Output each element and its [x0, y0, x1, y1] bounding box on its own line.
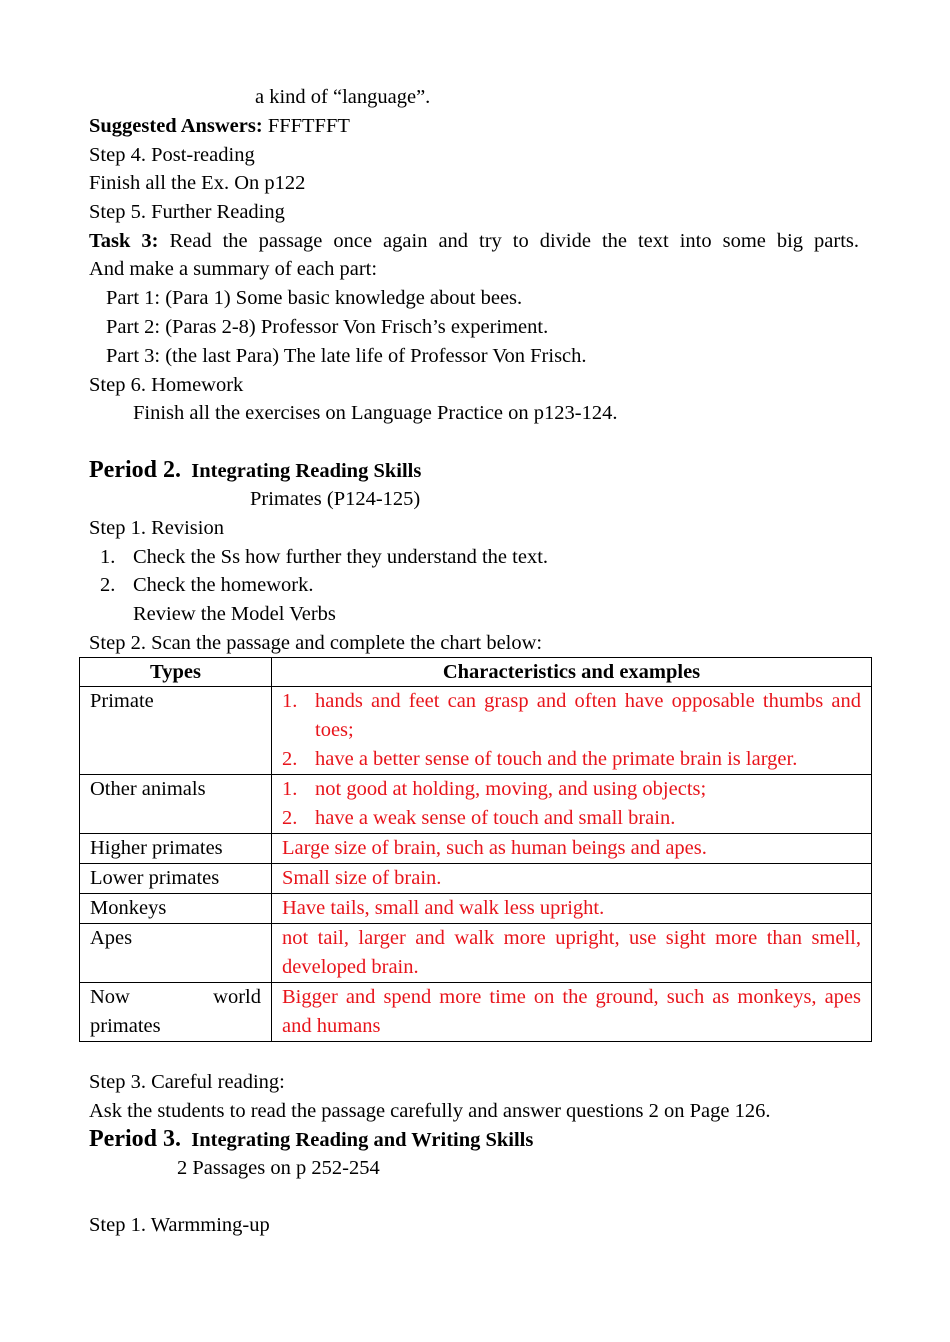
table-row	[80, 834, 872, 864]
list-num: 2.	[282, 748, 298, 770]
table-row	[80, 864, 872, 894]
suggested-answers-value: FFFTFFT	[262, 115, 350, 137]
suggested-answers-label: Suggested Answers:	[89, 115, 263, 137]
list-num: 1.	[282, 778, 298, 800]
row-characteristics: Bigger and spend more time on the ground, such as monkeys, apes and humans	[272, 983, 872, 1042]
step4-detail: Finish all the Ex. On p122	[89, 172, 306, 194]
list-text: have a weak sense of touch and small brain.	[315, 807, 676, 829]
table-row	[80, 775, 872, 834]
part-1: Part 1: (Para 1) Some basic knowledge about bees.	[106, 287, 523, 309]
task3-line1	[89, 229, 859, 253]
step3-detail: Ask the students to read the passage carefully and answer questions 2 on Page 126.	[89, 1100, 771, 1122]
list-text: have a better sense of touch and the primate brain is larger.	[315, 748, 798, 770]
part-2: Part 2: (Paras 2-8) Professor Von Frisch’s experiment.	[106, 316, 549, 338]
revision-item-2: Check the homework.	[133, 574, 314, 596]
step3-heading: Step 3. Careful reading:	[89, 1071, 285, 1093]
period3-step1: Step 1. Warmming-up	[89, 1214, 270, 1236]
list-num: 2.	[282, 807, 298, 829]
period2-step2: Step 2. Scan the passage and complete the chart below:	[89, 632, 543, 654]
row-type-higher-primates: Higher primates	[80, 834, 272, 864]
table-row	[80, 687, 872, 775]
task3-line2: And make a summary of each part:	[89, 258, 378, 280]
list-text: hands and feet can grasp and often have opposable thumbs and toes;	[315, 690, 861, 741]
row-type-now-world	[80, 983, 272, 1042]
revision-item-1: Check the Ss how further they understand the text.	[133, 546, 549, 568]
row-characteristics: Large size of brain, such as human beings and apes.	[272, 834, 872, 864]
table-header-row	[80, 658, 872, 687]
part-3: Part 3: (the last Para) The late life of Professor Von Frisch.	[106, 345, 587, 367]
now-world-line-1: Now world	[90, 986, 261, 1008]
period2-sub: Integrating Reading Skills	[191, 460, 422, 482]
table-row	[80, 924, 872, 983]
review-model-verbs: Review the Model Verbs	[133, 603, 336, 625]
list-item	[282, 687, 861, 745]
step4-heading: Step 4. Post-reading	[89, 144, 255, 166]
list-item	[282, 775, 861, 804]
row-type-monkeys: Monkeys	[80, 894, 272, 924]
table-row	[80, 983, 872, 1042]
characteristics-table	[79, 657, 872, 1042]
period2-title	[89, 458, 421, 483]
period2-head: Period 2.	[89, 457, 181, 483]
row-type-primate: Primate	[80, 687, 272, 775]
step6-heading: Step 6. Homework	[89, 374, 244, 396]
period3-head: Period 3.	[89, 1126, 181, 1152]
row-type-lower-primates: Lower primates	[80, 864, 272, 894]
task3-label: Task 3:	[89, 230, 159, 252]
table-row	[80, 894, 872, 924]
period3-title	[89, 1127, 533, 1152]
list-item	[282, 804, 861, 833]
continued-line: a kind of “language”.	[255, 86, 431, 108]
now-world-line-2: primates	[90, 1015, 161, 1037]
period2-subtitle: Primates (P124-125)	[250, 488, 421, 510]
row-characteristics: not tail, larger and walk more upright, use sight more than smell, developed brain.	[272, 924, 872, 983]
step6-detail: Finish all the exercises on Language Practice on p123-124.	[133, 402, 618, 424]
row-characteristics	[272, 775, 872, 834]
row-type-other-animals: Other animals	[80, 775, 272, 834]
revision-item-2-num: 2.	[100, 574, 116, 596]
suggested-answers	[89, 114, 350, 138]
revision-item-1-num: 1.	[100, 546, 116, 568]
header-characteristics: Characteristics and examples	[272, 658, 872, 687]
row-characteristics	[272, 687, 872, 775]
row-type-apes: Apes	[80, 924, 272, 983]
row-characteristics: Small size of brain.	[272, 864, 872, 894]
list-item	[282, 745, 861, 774]
period3-subtitle: 2 Passages on p 252-254	[177, 1157, 380, 1179]
task3-text: Read the passage once again and try to divide the text into some big parts.	[158, 230, 860, 252]
header-types: Types	[80, 658, 272, 687]
list-text: not good at holding, moving, and using objects;	[315, 778, 707, 800]
row-characteristics: Have tails, small and walk less upright.	[272, 894, 872, 924]
period3-sub: Integrating Reading and Writing Skills	[191, 1129, 534, 1151]
step5-heading: Step 5. Further Reading	[89, 201, 285, 223]
list-num: 1.	[282, 690, 298, 712]
period2-step1: Step 1. Revision	[89, 517, 224, 539]
